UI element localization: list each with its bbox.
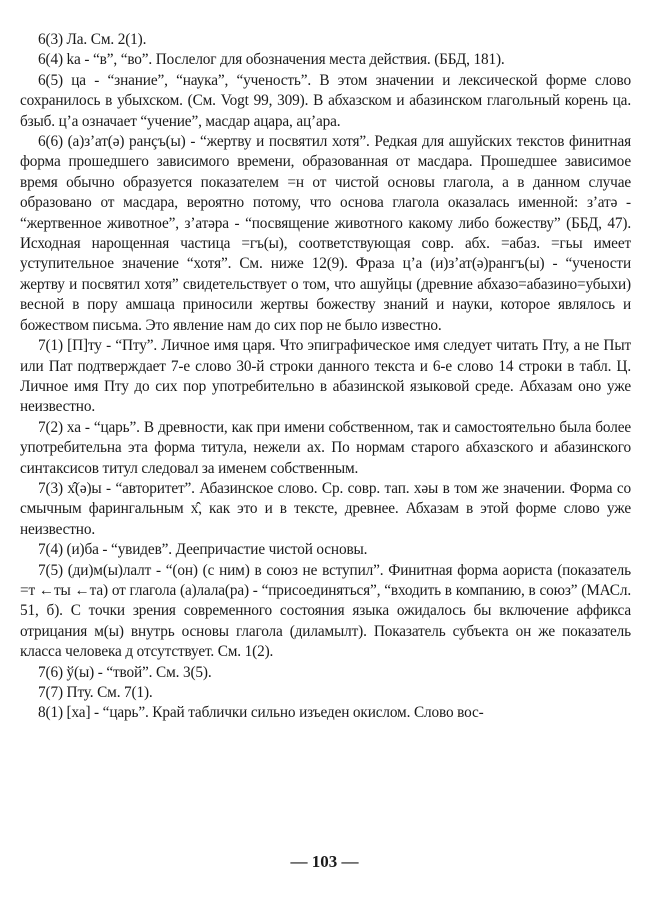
paragraph-7-7: 7(7) Пту. См. 7(1). — [38, 684, 153, 701]
paragraph-7-3: 7(3) х̂(ə)ы - “авторитет”. Абазинское слово. Ср. совр. тап. хəы в том же значении. Форма со смычным фарингальным х̂, как это и в тексте, древнее. Абхазам в этой форме слово уже неизвестно. — [20, 479, 631, 538]
paragraph-8-1: 8(1) [ха] - “царь”. Край таблички сильно изъеден окислом. Слово вос- — [38, 704, 484, 722]
paragraph-7-2: 7(2) ха - “царь”. В древности, как при имени собственном, так и самостоятельно была более употребительна эта форма титула, нежели ах. По нормам старого абхазского и абазинского синтаксисов титул следовал за именем собственным. — [20, 418, 631, 477]
page-number: — 103 — — [290, 852, 359, 871]
paragraph-6-4: 6(4) ka - “в”, “во”. Послелог для обозначения места действия. (ББД, 181). — [38, 51, 505, 69]
paragraph-6-3: 6(3) Ла. См. 2(1). — [38, 31, 147, 48]
paragraph-7-4: 7(4) (и)ба - “увидев”. Деепричастие чистой основы. — [38, 541, 368, 559]
paragraph-6-5: 6(5) ца - “знание”, “наука”, “ученость”. В этом значении и лексической форме слово сохранилось в убыхском. (См. Vogt 99, 309). В абхазском и абазинском глагольный корень ца. бзыб. ц’а означает “учение”, масдар ацара, ац’ара. — [20, 71, 631, 130]
paragraph-7-1: 7(1) [П]ту - “Пту”. Личное имя царя. Что эпиграфическое имя следует читать Пту, а не Пыт или Пат подтверждает 7-е слово 30-й строки данного текста и 6-е слово 14 строки в табл. Ц. Личное имя Пту до сих пор употребительно в абазинской языковой среде. Абхазам оно уже неизвестно. — [20, 337, 631, 416]
paragraph-7-5: 7(5) (ди)м(ы)лалт - “(он) (с ним) в союз не вступил”. Финитная форма аориста (показатель =т ←ты ←та) от глагола (а)лала(ра) - “присоединяться”, “входить в компанию, в союз” (МАСл. 51, б). С точки зрения современного состояния языка ожидалось бы включение аффикса отрицания м(ы) внутрь основы глагола (диламылт). Показатель субъекта он же показатель класса человека д отсутствует. См. 1(2). — [20, 561, 631, 661]
paragraph-6-6: 6(6) (а)з’ат(ə) ранçъ(ы) - “жертву и посвятил хотя”. Редкая для ашуйских текстов финитная форма прошедшего зависимого времени, образованная от масдара. Прошедшее зависимое время обычно образуется показателем =н от чистой основы глагола, а в данном случае образовано от масдара, вероятно потому, что основа глагола оказалась именной: з’атə - “жертвенное животное”, з’атəра - “посвящение животного какому либо божеству” (ББД, 47). Исходная нарощенная частица =гъ(ы), соответствующая совр. абх. =абаз. =гьы имеет уступительное значение “хотя”. См. ниже 12(9). Фраза ц’а (и)з’ат(ə)рангъ(ы) - “учености жертву и посвятил хотя” свидетельствует о том, что ашуйцы (древние абхазо=абазино=убыхи) весной в пору амшаца приносили жертвы божеству знаний и науки, которое являлось и божеством письма. Это явление нам до сих пор не было известно. — [20, 133, 631, 334]
paragraph-7-6: 7(6) ў(ы) - “твой”. См. 3(5). — [38, 663, 212, 681]
